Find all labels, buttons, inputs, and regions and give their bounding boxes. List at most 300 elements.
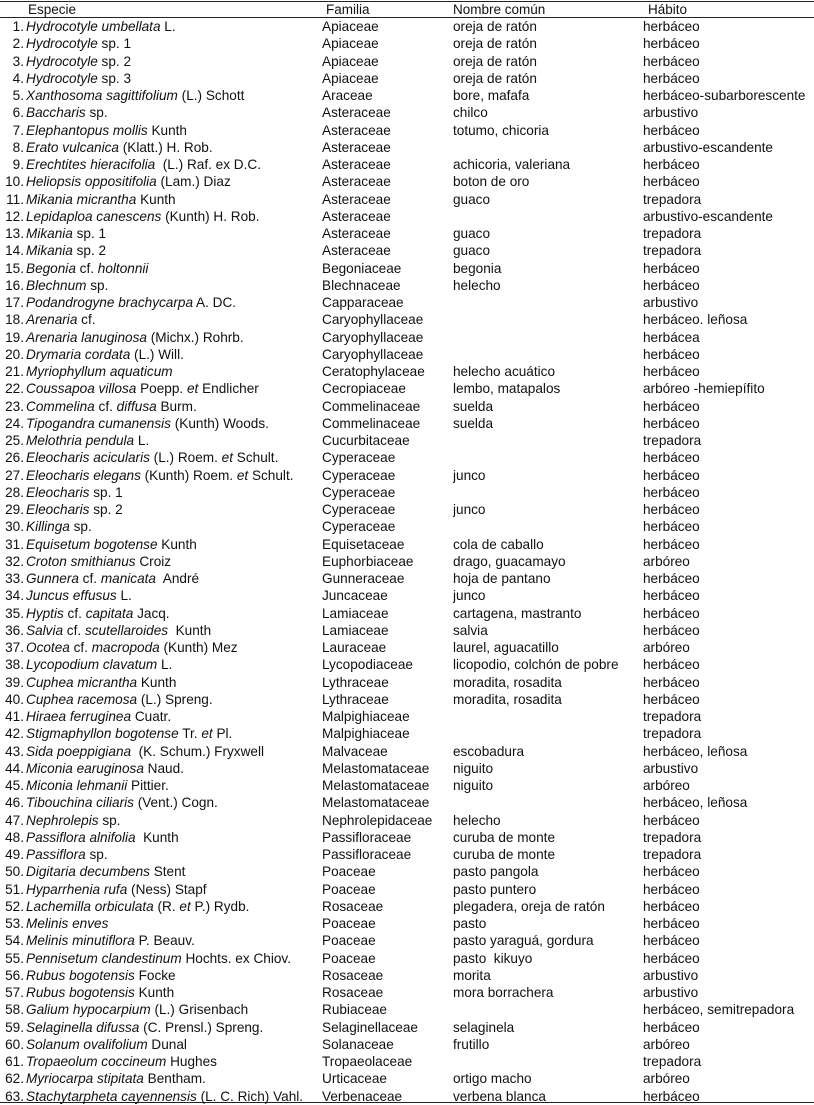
row-number: 56.	[5, 967, 24, 983]
species-author: (Michx.) Rohrb.	[146, 329, 244, 345]
species-epithet: clavatum	[99, 657, 158, 673]
header-nombre-comun: Nombre común	[453, 2, 546, 17]
species-epithet: Stigmaphyllon	[26, 726, 112, 742]
row-number: 54.	[5, 933, 24, 949]
species-name	[24, 623, 211, 638]
table-row	[0, 846, 814, 863]
species-cell	[0, 242, 322, 259]
species-name	[24, 778, 169, 793]
nombre-comun-cell: morita	[453, 967, 491, 983]
species-author: Kunth	[135, 829, 179, 845]
species-epithet: Cuphea	[26, 674, 74, 690]
nombre-comun-cell: mora borrachera	[453, 985, 554, 1000]
species-author: Poepp.	[136, 381, 187, 397]
species-epithet: et	[201, 726, 213, 742]
species-name	[24, 433, 149, 448]
species-cell	[0, 191, 322, 208]
habito-cell: herbáceo. leñosa	[643, 312, 748, 328]
species-epithet: Mikania	[26, 243, 73, 259]
species-cell	[0, 104, 322, 121]
nombre-comun-cell: oreja de ratón	[453, 53, 537, 69]
species-name	[24, 709, 171, 724]
species-epithet: Drymaria	[26, 346, 82, 362]
species-name	[24, 1002, 248, 1017]
species-author: (Ness) Stapf	[127, 881, 207, 897]
species-name	[24, 157, 261, 172]
nombre-comun-cell: pasto	[453, 916, 487, 931]
species-epithet: decumbens	[75, 864, 150, 880]
species-cell	[0, 1001, 322, 1018]
familia-cell: Asteraceae	[322, 139, 391, 155]
species-author: (Kunth) Woods.	[170, 415, 269, 431]
table-row	[0, 484, 814, 501]
species-epithet: lehmanii	[72, 778, 128, 793]
nombre-comun-cell: pasto pangola	[453, 864, 539, 880]
species-author: P.) Rydb.	[190, 898, 250, 914]
row-number: 30.	[5, 519, 24, 535]
familia-cell: Asteraceae	[322, 157, 391, 172]
species-epithet: Equisetum	[26, 536, 91, 552]
header-familia: Familia	[326, 2, 370, 17]
species-epithet: sagittifolium	[102, 88, 178, 103]
species-name	[24, 795, 218, 810]
species-epithet: Croton	[26, 553, 67, 569]
table-body	[0, 18, 814, 1105]
habito-cell: herbáceo	[643, 467, 700, 483]
familia-cell: Melastomataceae	[322, 795, 430, 811]
familia-cell: Asteraceae	[322, 226, 391, 241]
nombre-comun-cell: moradita, rosadita	[453, 674, 562, 690]
species-epithet: Commelina	[26, 398, 95, 414]
row-number: 24.	[5, 415, 24, 431]
table-row	[0, 898, 814, 915]
table-row	[0, 208, 814, 225]
species-epithet: micrantha	[73, 674, 138, 690]
species-cell	[0, 950, 322, 967]
habito-cell: trepadora	[643, 433, 702, 448]
table-row	[0, 191, 814, 208]
habito-cell: herbáceo	[643, 157, 700, 172]
habito-cell: herbáceo-subarborescente	[643, 88, 806, 103]
species-epithet: Coussapoa	[26, 381, 95, 397]
species-cell	[0, 932, 322, 949]
species-author: (L.) Will.	[130, 346, 184, 362]
species-cell	[0, 225, 322, 242]
row-number: 52.	[5, 898, 24, 914]
row-number: 19.	[5, 329, 24, 345]
familia-cell: Caryophyllaceae	[322, 329, 424, 345]
header-especie: Especie	[28, 2, 77, 17]
species-epithet: minutiflora	[68, 933, 135, 949]
species-epithet: ciliaris	[92, 795, 134, 811]
habito-cell: herbáceo	[643, 864, 700, 880]
species-epithet: diffusa	[116, 398, 157, 414]
species-name	[24, 1037, 187, 1052]
species-epithet: Erechtites	[26, 157, 87, 172]
familia-cell: Ceratophylaceae	[322, 364, 425, 379]
species-epithet: Lachemilla	[26, 898, 91, 914]
familia-cell: Rosaceae	[322, 967, 384, 983]
familia-cell: Cecropiaceae	[322, 381, 406, 397]
table-row	[0, 794, 814, 811]
species-name	[24, 830, 179, 845]
species-cell	[0, 1019, 322, 1036]
table-row	[0, 829, 814, 846]
nombre-comun-cell	[453, 449, 643, 466]
row-number: 42.	[5, 726, 24, 742]
species-author: André	[155, 571, 200, 586]
species-epithet: hieracifolia	[86, 157, 156, 172]
species-author: Kunth	[137, 674, 177, 690]
row-number: 13.	[5, 226, 24, 241]
species-epithet: Eleocharis	[26, 450, 90, 466]
nombre-comun-cell: hoja de pantano	[453, 571, 551, 586]
species-cell	[0, 35, 322, 52]
familia-cell: Cucurbitaceae	[322, 433, 410, 448]
row-number: 45.	[5, 778, 24, 793]
table-row	[0, 173, 814, 190]
species-name	[24, 657, 172, 672]
familia-cell: Melastomataceae	[322, 760, 430, 776]
table-row	[0, 622, 814, 639]
species-author: Dunal	[147, 1036, 187, 1052]
row-number: 31.	[5, 536, 24, 552]
species-epithet: Heliopsis	[26, 174, 82, 190]
species-name	[24, 381, 259, 396]
habito-cell: herbáceo	[643, 277, 700, 293]
nombre-comun-cell: guaco	[453, 226, 491, 241]
table-row	[0, 363, 814, 380]
row-number: 3.	[12, 53, 24, 69]
nombre-comun-cell: escobadura	[453, 743, 525, 759]
table-row	[0, 104, 814, 121]
species-author: Bentham.	[143, 1071, 206, 1087]
habito-cell: herbáceo, semitrepadora	[643, 1002, 795, 1018]
row-number: 36.	[5, 622, 24, 638]
habito-cell: trepadora	[643, 191, 702, 207]
species-name	[24, 192, 176, 207]
row-number: 9.	[12, 157, 24, 172]
habito-cell: herbáceo	[643, 519, 700, 535]
table-row	[0, 260, 814, 277]
familia-cell: Begoniaceae	[322, 260, 402, 276]
familia-cell: Malpighiaceae	[322, 709, 410, 724]
species-name	[24, 54, 131, 69]
nombre-comun-cell: pasto yaraguá, gordura	[453, 933, 594, 949]
species-author: sp. 1	[89, 484, 123, 500]
species-author: sp. 1	[72, 226, 107, 241]
species-cell	[0, 898, 322, 915]
row-number: 1.	[12, 19, 24, 34]
nombre-comun-cell: helecho acuático	[453, 364, 556, 379]
row-number: 41.	[5, 709, 24, 724]
habito-cell: trepadora	[643, 709, 702, 724]
habito-cell: arbustivo-escandente	[643, 208, 773, 224]
species-author: cf.	[78, 571, 101, 586]
species-author: (Kunth) H. Rob.	[161, 208, 260, 224]
species-author: (L.) Schott	[177, 88, 245, 103]
species-cell	[0, 674, 322, 691]
species-author: Cuatr.	[131, 709, 172, 724]
familia-cell: Apiaceae	[322, 19, 379, 34]
species-cell	[0, 553, 322, 570]
habito-cell: arbóreo	[643, 640, 690, 655]
species-name	[24, 468, 294, 483]
table-row	[0, 398, 814, 415]
nombre-comun-cell	[453, 208, 643, 225]
species-author: Hochts. ex Chiov.	[181, 950, 291, 966]
species-cell	[0, 622, 322, 639]
species-cell	[0, 656, 322, 673]
table-row	[0, 87, 814, 104]
species-epithet: bogotensis	[65, 967, 135, 983]
familia-cell: Lycopodiaceae	[322, 657, 413, 673]
nombre-comun-cell: cola de caballo	[453, 536, 544, 552]
table-row	[0, 415, 814, 432]
species-author: cf.	[69, 640, 92, 655]
table-row	[0, 225, 814, 242]
species-cell	[0, 777, 322, 794]
species-epithet: bogotense	[90, 536, 158, 552]
species-epithet: acicularis	[89, 450, 150, 466]
species-author: (R.	[153, 898, 180, 914]
table-row	[0, 1070, 814, 1087]
familia-cell: Capparaceae	[322, 295, 404, 310]
species-author: sp.	[85, 847, 108, 862]
species-name	[24, 882, 207, 897]
nombre-comun-cell: frutillo	[453, 1036, 490, 1052]
species-name	[24, 209, 260, 224]
familia-cell: Urticaceae	[322, 1071, 387, 1087]
familia-cell: Cyperaceae	[322, 502, 396, 517]
row-number: 18.	[5, 312, 24, 328]
familia-cell: Rosaceae	[322, 898, 384, 914]
species-cell	[0, 639, 322, 656]
table-row	[0, 1019, 814, 1036]
habito-cell: arbóreo	[643, 1036, 690, 1052]
species-cell	[0, 294, 322, 311]
species-epithet: Stachytarpheta	[26, 1088, 118, 1104]
nombre-comun-cell: cartagena, mastranto	[453, 605, 582, 621]
nombre-comun-cell: oreja de ratón	[453, 19, 537, 34]
table-row	[0, 294, 814, 311]
species-cell	[0, 915, 322, 932]
familia-cell: Passifloraceae	[322, 847, 412, 862]
species-name	[24, 140, 213, 155]
species-cell	[0, 260, 322, 277]
species-name	[24, 692, 213, 707]
species-name	[24, 519, 92, 534]
familia-cell: Lauraceae	[322, 640, 387, 655]
familia-cell: Asteraceae	[322, 174, 391, 190]
habito-cell: herbáceo, leñosa	[643, 743, 748, 759]
table-row	[0, 122, 814, 139]
species-author: (L.) Raf. ex D.C.	[155, 157, 261, 172]
familia-cell: Lythraceae	[322, 691, 389, 707]
species-author: Schult.	[233, 450, 279, 466]
table-row	[0, 1053, 814, 1070]
species-epithet: cayennensis	[117, 1088, 197, 1104]
table-row	[0, 777, 814, 794]
species-author: sp.	[98, 812, 121, 828]
species-epithet: Pennisetum	[26, 950, 98, 966]
species-author: sp.	[86, 277, 109, 293]
species-epithet: earuginosa	[72, 760, 144, 776]
species-epithet: racemosa	[73, 691, 138, 707]
species-epithet: rufa	[100, 881, 128, 897]
habito-cell: herbáceo	[643, 19, 700, 34]
familia-cell: Asteraceae	[322, 243, 391, 259]
species-name	[24, 761, 184, 776]
species-author: Croiz	[135, 553, 172, 569]
species-name	[24, 813, 120, 828]
habito-cell: herbáceo	[643, 484, 700, 500]
species-name	[24, 88, 244, 103]
table-row	[0, 18, 814, 35]
familia-cell: Juncaceae	[322, 588, 388, 604]
species-epithet: lanuginosa	[77, 329, 147, 345]
row-number: 53.	[5, 916, 24, 931]
species-epithet: alnifolia	[85, 829, 136, 845]
species-cell	[0, 398, 322, 415]
species-name	[24, 985, 174, 1000]
familia-cell: Poaceae	[322, 933, 376, 949]
familia-cell: Selaginellaceae	[322, 1019, 418, 1035]
species-epithet: Miconia	[26, 760, 73, 776]
species-author: Kunth	[157, 536, 197, 552]
table-row	[0, 432, 814, 449]
species-epithet: Sida	[26, 743, 54, 759]
species-cell	[0, 329, 322, 346]
species-author: Jacq.	[133, 605, 170, 621]
species-cell	[0, 346, 322, 363]
familia-cell: Malpighiaceae	[322, 726, 410, 742]
species-cell	[0, 1053, 322, 1070]
species-epithet: bogotensis	[65, 985, 135, 1000]
habito-cell: herbáceo	[643, 622, 700, 638]
species-name	[24, 744, 264, 759]
table-row	[0, 932, 814, 949]
habito-cell: herbáceo	[643, 450, 700, 466]
species-name	[24, 19, 176, 34]
species-author: sp. 2	[72, 243, 107, 259]
table-row	[0, 656, 814, 673]
nombre-comun-cell: oreja de ratón	[453, 70, 537, 86]
habito-cell: herbáceo	[643, 398, 700, 414]
nombre-comun-cell: drago, guacamayo	[453, 553, 566, 569]
habito-cell: arbustivo	[643, 105, 699, 121]
row-number: 51.	[5, 881, 24, 897]
nombre-comun-cell: totumo, chicoria	[453, 122, 549, 138]
table-row	[0, 449, 814, 466]
nombre-comun-cell: salvia	[453, 622, 488, 638]
table-row	[0, 553, 814, 570]
nombre-comun-cell: moradita, rosadita	[453, 691, 562, 707]
habito-cell: herbáceo	[643, 881, 700, 897]
species-epithet: scutellaroides	[84, 622, 169, 638]
familia-cell: Cyperaceae	[322, 450, 396, 466]
row-number: 37.	[5, 640, 24, 655]
species-cell	[0, 881, 322, 898]
species-author: Kunth	[147, 122, 187, 138]
species-name	[24, 174, 231, 189]
row-number: 63.	[5, 1088, 24, 1104]
habito-cell: arbóreo	[643, 553, 690, 569]
species-name	[24, 123, 187, 138]
species-author: P. Beauv.	[134, 933, 195, 949]
species-epithet: Eleocharis	[26, 484, 90, 500]
habito-cell: herbáceo	[643, 346, 700, 362]
row-number: 29.	[5, 502, 24, 517]
species-author: sp. 2	[97, 53, 132, 69]
species-author: Kunth	[136, 191, 176, 207]
species-author: L.	[134, 433, 150, 448]
row-number: 5.	[12, 88, 24, 103]
nombre-comun-cell: achicoria, valeriana	[453, 157, 571, 172]
header-row	[0, 2, 814, 18]
species-epithet: Digitaria	[26, 864, 76, 880]
species-epithet: et	[179, 898, 191, 914]
species-name	[24, 726, 232, 741]
nombre-comun-cell	[453, 432, 643, 449]
familia-cell: Rubiaceae	[322, 1002, 387, 1018]
nombre-comun-cell: junco	[453, 467, 486, 483]
table-row	[0, 587, 814, 604]
species-epithet: micrantha	[72, 191, 137, 207]
row-number: 50.	[5, 864, 24, 880]
species-name	[24, 347, 184, 362]
table-row	[0, 156, 814, 173]
habito-cell: trepadora	[643, 847, 702, 862]
species-name	[24, 1054, 217, 1069]
habito-cell: herbáceo	[643, 536, 700, 552]
familia-cell: Asteraceae	[322, 105, 391, 121]
species-epithet: Begonia	[26, 260, 76, 276]
species-name	[24, 36, 131, 51]
nombre-comun-cell: chilco	[453, 105, 488, 121]
table-row	[0, 984, 814, 1001]
familia-cell: Lythraceae	[322, 674, 389, 690]
habito-cell: arbóreo -hemiepífito	[643, 381, 765, 397]
species-epithet: hypocarpium	[69, 1002, 151, 1018]
habito-cell: herbáceo	[643, 174, 700, 190]
species-cell	[0, 518, 322, 535]
row-number: 10.	[5, 174, 24, 190]
familia-cell: Asteraceae	[322, 122, 391, 138]
row-number: 12.	[5, 208, 24, 224]
species-epithet: Hydrocotyle	[26, 70, 98, 86]
species-epithet: Myriocarpa	[26, 1071, 94, 1087]
species-epithet: Lycopodium	[26, 657, 100, 673]
species-name	[24, 606, 170, 621]
familia-cell: Rosaceae	[322, 985, 384, 1000]
species-name	[24, 968, 176, 983]
familia-cell: Nephrolepidaceae	[322, 812, 433, 828]
species-epithet: oppositifolia	[81, 174, 157, 190]
species-epithet: villosa	[94, 381, 137, 397]
species-name	[24, 571, 199, 586]
row-number: 46.	[5, 795, 24, 811]
row-number: 20.	[5, 346, 24, 362]
familia-cell: Commelinaceae	[322, 415, 421, 431]
familia-cell: Poaceae	[322, 864, 376, 880]
nombre-comun-cell: laurel, aguacatillo	[453, 640, 559, 655]
row-number: 7.	[12, 122, 24, 138]
species-cell	[0, 122, 322, 139]
row-number: 21.	[5, 364, 24, 379]
species-cell	[0, 536, 322, 553]
nombre-comun-cell	[453, 484, 643, 501]
